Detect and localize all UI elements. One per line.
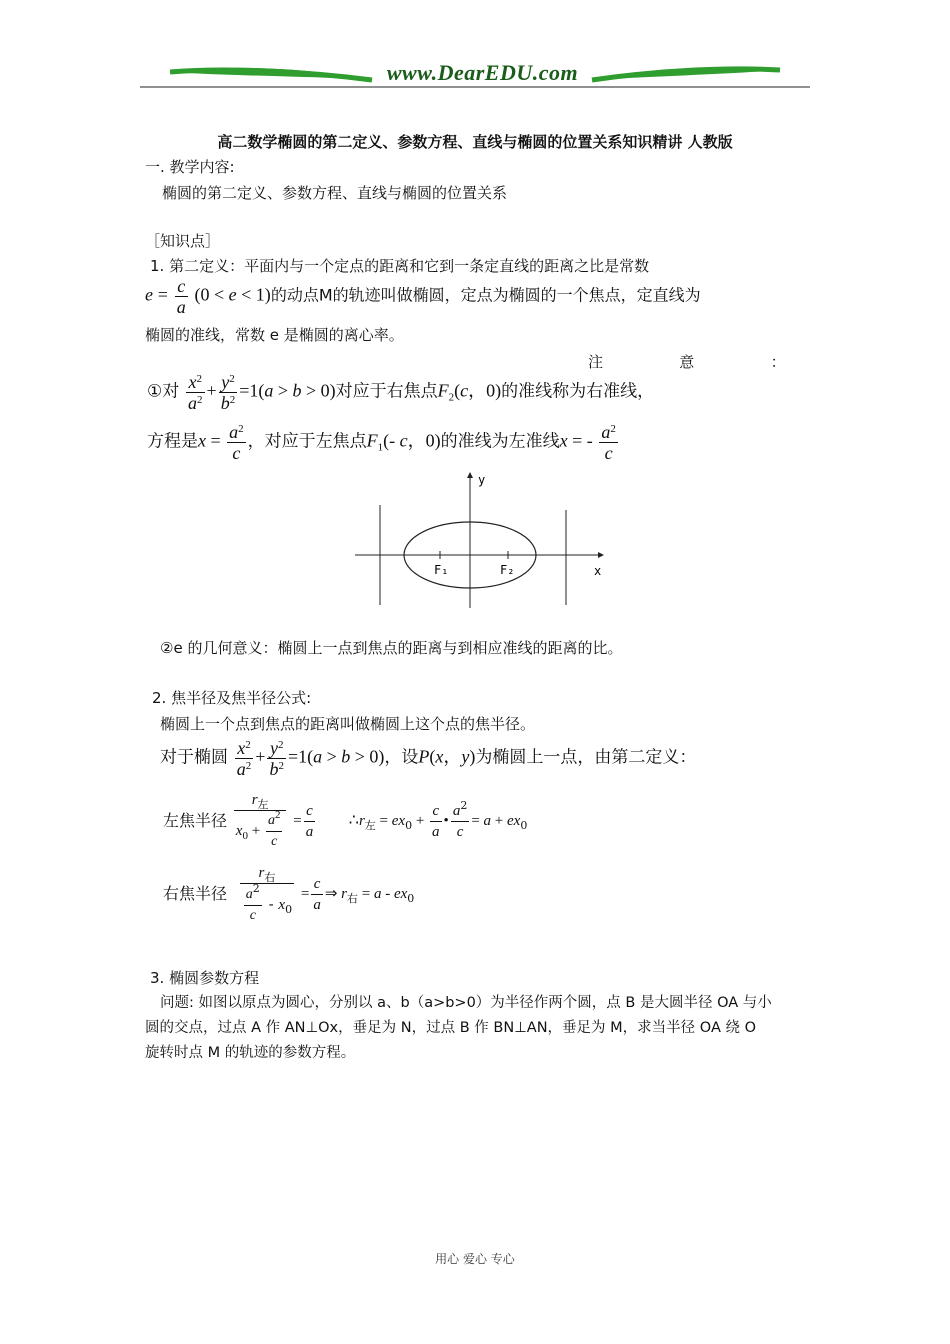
header-logo-text: www.DearEDU.com — [386, 60, 579, 85]
eccentricity-formula: e — [145, 284, 153, 305]
note1-line: ①对 $\frac{x^2}{a^2}$ + $\frac{y^2}{b^2}$ =1(a > b > 0)对应于右焦点$F_2(c$，0)的准线称为右准线， — [147, 372, 655, 413]
right-focal-radius: 右焦半径 $r_右$ $\frac{a^2}{c}$ - $x_0$ = $\frac{c}{a}$ ⇒ $r_右 = a - ex_0$ — [163, 862, 414, 934]
left-focal-label: 左焦半径 — [163, 811, 228, 830]
y-axis-arrow-icon — [467, 472, 473, 478]
sec2-heading: 2. 焦半径及焦半径公式: — [152, 689, 312, 707]
left-focal-radius: 左焦半径 $r_左$ $x_0$ + $\frac{a^2}{c}$ = $\frac{c}{a}$ $\therefore r_左 = ex_0$ + $\frac{c}{a}$ • $\frac{a^2}{c}$ = $a + ex_0$ — [163, 792, 528, 849]
note-label: 注 意 ： — [588, 353, 786, 371]
sec3-line1: 问题: 如图以原点为圆心，分别以 a、b（a>b>0）为半径作两个圆，点 B 是大圆半径 OA 与小 — [160, 995, 772, 1011]
p1-line2: e = $\frac{c}{a}$ (0 < e < 1)的动点M的轨迹叫做椭圆，定点为椭圆的一个焦点，定直线为 — [145, 276, 701, 317]
focus1-label: F₁ — [434, 563, 449, 577]
p1-line2-text: 的动点M的轨迹叫做椭圆，定点为椭圆的一个焦点，定直线为 — [270, 285, 701, 305]
focus2-label: F₂ — [500, 563, 515, 577]
axis-y-label: y — [478, 473, 486, 487]
p1-line3: 椭圆的准线，常数 e 是椭圆的离心率。 — [145, 326, 404, 344]
note1-tail: 的准线称为右准线， — [501, 381, 655, 402]
sub-right-2: 右 — [347, 892, 358, 905]
sec2-line2-prefix: 对于椭圆 — [160, 747, 228, 768]
sub-left-2: 左 — [364, 819, 376, 832]
sec2-line1: 椭圆上一个点到焦点的距离叫做椭圆上这个点的焦半径。 — [160, 715, 536, 733]
e-meaning: ②e 的几何意义：椭圆上一点到焦点的距离与到相应准线的距离的比。 — [160, 639, 623, 657]
note2-tail: 的准线为左准线 — [440, 431, 560, 452]
section1-heading: 一. 教学内容: — [145, 158, 235, 176]
header — [140, 58, 810, 92]
note2-mid: ，对应于左焦点 — [247, 431, 367, 452]
footer-text: 用心 爱心 专心 — [435, 1252, 515, 1266]
section1-body: 椭圆的第二定义、参数方程、直线与椭圆的位置关系 — [162, 184, 508, 202]
note2-line: 方程是x = $\frac{a^2}{c}$ ，对应于左焦点$F_1(-$ c，0)的准线为左准线x = - $\frac{a^2}{c}$ — [147, 422, 616, 463]
ellipse-figure — [350, 470, 610, 610]
x-axis-arrow-icon — [598, 552, 604, 558]
axis-x-label: x — [594, 564, 602, 578]
sec3-line3: 旋转时点 M 的轨迹的参数方程。 — [145, 1045, 356, 1061]
p1-line1: 1. 第二定义：平面内与一个定点的距离和它到一条定直线的距离之比是常数 — [150, 257, 650, 275]
note1-prefix: ①对 — [147, 381, 180, 402]
note1-text: 对应于右焦点 — [335, 381, 438, 402]
sub-right: 右 — [264, 871, 276, 884]
sub-left: 左 — [257, 798, 269, 811]
sec2-line2-tail: 为椭圆上一点，由第二定义： — [475, 747, 697, 768]
right-focal-label: 右焦半径 — [163, 884, 228, 903]
note2-prefix: 方程是 — [147, 431, 198, 452]
sec2-line2: 对于椭圆 $\frac{x^2}{a^2}$ + $\frac{y^2}{b^2}$ =1(a > b > 0)，设P(x，y)为椭圆上一点，由第二定义： — [160, 738, 697, 779]
sec2-line2-mid: ，设 — [384, 747, 419, 768]
sec3-line2: 圆的交点，过点 A 作 AN⊥Ox，垂足为 N，过点 B 作 BN⊥AN，垂足为 M，求当半径 OA 绕 O — [145, 1020, 756, 1036]
knowledge-label: ［知识点］ — [145, 232, 221, 250]
fraction-c-over-a: $\frac{c}{a}$ — [176, 276, 186, 317]
doc-title: 高二数学椭圆的第二定义、参数方程、直线与椭圆的位置关系知识精讲 人教版 — [217, 133, 733, 151]
sec3-heading: 3. 椭圆参数方程 — [150, 969, 260, 987]
